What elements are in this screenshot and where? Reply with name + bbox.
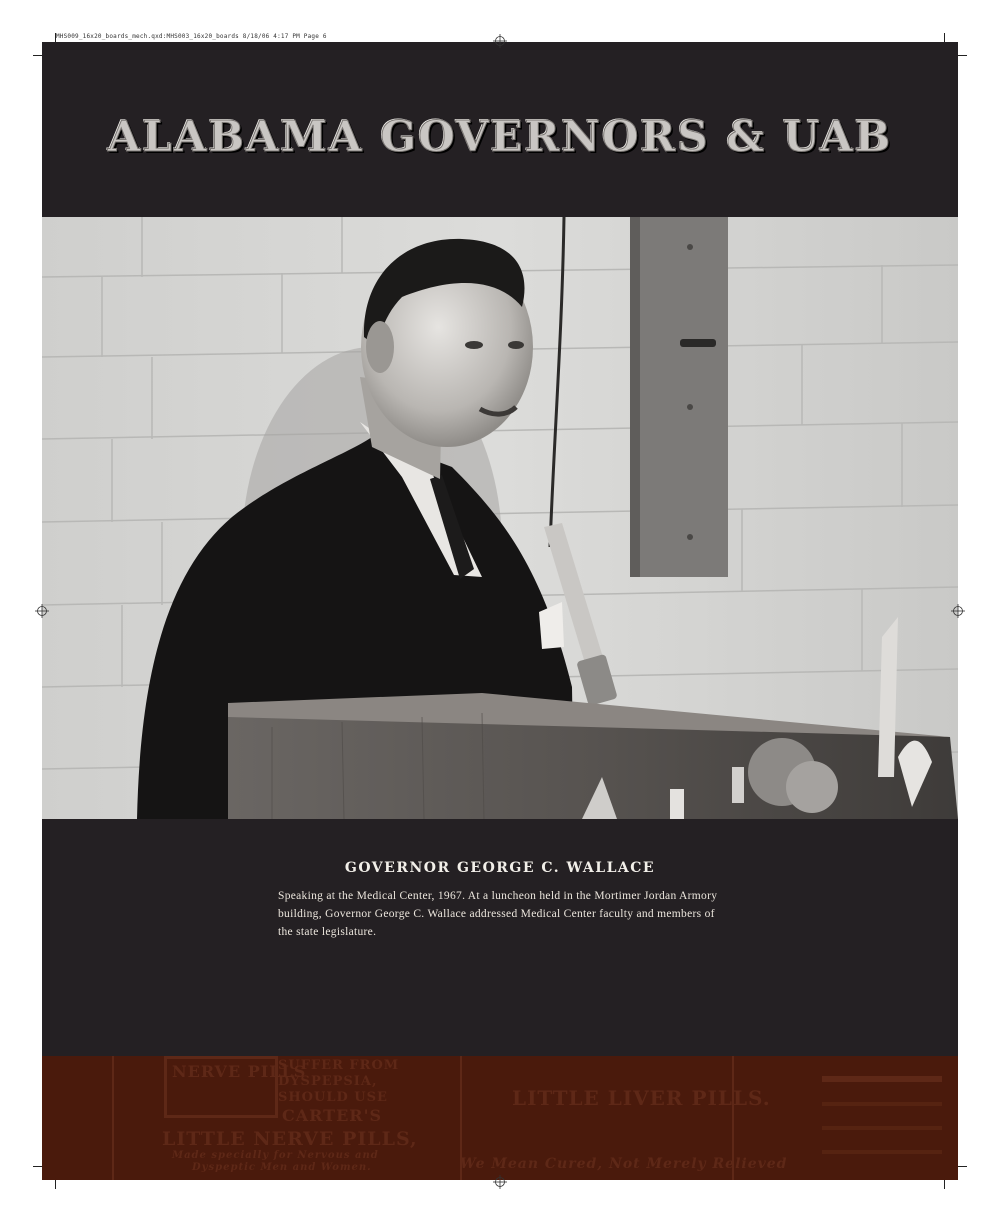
ad-text: SHOULD USE [278,1090,388,1105]
ad-rule [822,1102,942,1106]
vintage-ad-banner [42,1056,958,1180]
ad-panel-left [42,1056,114,1180]
ad-rule [822,1076,942,1082]
poster-board [42,42,958,1180]
caption-body: Speaking at the Medical Center, 1967. At a luncheon held in the Mortimer Jordan Armory building, Governor George C. Wallace addressed Medical Center faculty and members of the state legislature. [278,890,718,938]
caption-title: GOVERNOR GEORGE C. WALLACE [344,860,656,876]
ad-rule [822,1150,942,1154]
registration-mark-icon [951,604,965,618]
registration-mark-icon [35,604,49,618]
ad-text: NERVE PILLS [172,1062,307,1081]
ad-rule [822,1126,942,1130]
ad-text: Dyspeptic Men and Women. [192,1162,372,1173]
print-slug-line: MHS009_16x20_boards_mech.qxd:MHS003_16x20_boards 8/18/06 4:17 PM Page 6 [56,33,327,40]
ad-text: LITTLE NERVE PILLS, [162,1128,418,1150]
registration-mark-icon [493,34,507,48]
ad-text: DYSPEPSIA, [278,1074,378,1089]
photo-wallace-at-podium [42,217,958,819]
ad-text: LITTLE LIVER PILLS. [512,1086,771,1110]
ad-text: SUFFER FROM [278,1058,400,1073]
ad-text: CARTER'S [282,1106,383,1125]
poster-title: ALABAMA GOVERNORS & UAB [107,112,893,161]
ad-text: We Mean Cured, Not Merely Relieved [460,1156,788,1172]
registration-mark-icon [493,1175,507,1189]
ad-text: Made specially for Nervous and [172,1150,379,1161]
